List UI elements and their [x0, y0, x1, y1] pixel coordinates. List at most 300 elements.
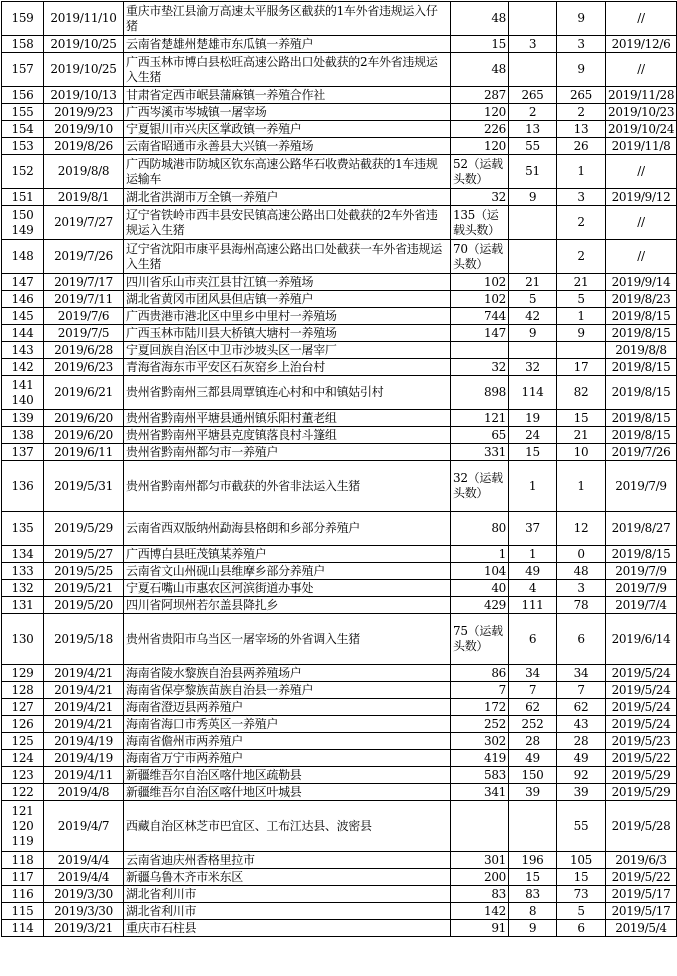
- death-count-cell: 3: [509, 36, 557, 53]
- death-count-cell: 42: [509, 308, 557, 325]
- date-cell: 2019/5/20: [44, 597, 124, 614]
- row-number-cell: 135: [2, 512, 44, 546]
- death-count-cell: 114: [509, 376, 557, 410]
- table-row: [2, 801, 677, 852]
- location-cell: 湖北省黄冈市团风县但店镇一养殖户: [124, 291, 451, 308]
- location-cell: 云南省文山州砚山县维摩乡部分养殖户: [124, 563, 451, 580]
- table-row: [2, 546, 677, 563]
- lifted-date-cell: 2019/8/8: [606, 342, 677, 359]
- culled-count-cell: 3: [557, 580, 606, 597]
- table-row: [2, 2, 677, 36]
- location-cell: 新疆维吾尔自治区喀什地区叶城县: [124, 784, 451, 801]
- row-number-cell: 155: [2, 104, 44, 121]
- culled-count-cell: 43: [557, 716, 606, 733]
- lifted-date-cell: 2019/11/8: [606, 138, 677, 155]
- lifted-date-cell: //: [606, 155, 677, 189]
- date-cell: 2019/4/11: [44, 767, 124, 784]
- date-cell: 2019/5/18: [44, 614, 124, 665]
- culled-count-cell: 49: [557, 750, 606, 767]
- culled-count-cell: 105: [557, 852, 606, 869]
- lifted-date-cell: 2019/11/28: [606, 87, 677, 104]
- row-number-cell: 143: [2, 342, 44, 359]
- table-row: [2, 325, 677, 342]
- table-row: [2, 359, 677, 376]
- culled-count-cell: 48: [557, 563, 606, 580]
- lifted-date-cell: 2019/7/9: [606, 461, 677, 512]
- row-number-cell: 146: [2, 291, 44, 308]
- lifted-date-cell: 2019/8/27: [606, 512, 677, 546]
- lifted-date-cell: 2019/7/4: [606, 597, 677, 614]
- location-cell: 贵州省黔南州都匀市截获的外省非法运入生猪: [124, 461, 451, 512]
- lifted-date-cell: 2019/5/17: [606, 886, 677, 903]
- location-cell: 辽宁省铁岭市西丰县安民镇高速公路出口处截获的2车外省违规运入生猪: [124, 206, 451, 240]
- death-count-cell: 1: [509, 461, 557, 512]
- affected-count-cell: 226: [451, 121, 509, 138]
- lifted-date-cell: 2019/8/15: [606, 359, 677, 376]
- culled-count-cell: 34: [557, 665, 606, 682]
- culled-count-cell: 1: [557, 155, 606, 189]
- death-count-cell: 6: [509, 614, 557, 665]
- culled-count-cell: 21: [557, 427, 606, 444]
- date-cell: 2019/6/20: [44, 410, 124, 427]
- culled-count-cell: 1: [557, 308, 606, 325]
- affected-count-cell: 75（运载头数）: [451, 614, 509, 665]
- affected-count-cell: 120: [451, 138, 509, 155]
- table-row: [2, 597, 677, 614]
- date-cell: 2019/4/21: [44, 682, 124, 699]
- lifted-date-cell: 2019/5/23: [606, 733, 677, 750]
- lifted-date-cell: 2019/10/24: [606, 121, 677, 138]
- date-cell: 2019/4/4: [44, 852, 124, 869]
- affected-count-cell: 80: [451, 512, 509, 546]
- row-number-cell: 158: [2, 36, 44, 53]
- location-cell: 海南省海口市秀英区一养殖户: [124, 716, 451, 733]
- date-cell: 2019/8/8: [44, 155, 124, 189]
- culled-count-cell: 1: [557, 461, 606, 512]
- table-body: [2, 2, 677, 937]
- culled-count-cell: 6: [557, 614, 606, 665]
- lifted-date-cell: //: [606, 240, 677, 274]
- lifted-date-cell: 2019/5/24: [606, 699, 677, 716]
- table-row: [2, 699, 677, 716]
- table-row: [2, 920, 677, 937]
- lifted-date-cell: 2019/8/15: [606, 325, 677, 342]
- table-row: [2, 716, 677, 733]
- culled-count-cell: 26: [557, 138, 606, 155]
- table-row: [2, 886, 677, 903]
- affected-count-cell: 135（运载头数）: [451, 206, 509, 240]
- location-cell: 四川省乐山市夹江县甘江镇一养殖场: [124, 274, 451, 291]
- death-count-cell: 51: [509, 155, 557, 189]
- row-number-cell: 157: [2, 53, 44, 87]
- table-row: [2, 155, 677, 189]
- row-number-cell: 139: [2, 410, 44, 427]
- culled-count-cell: 2: [557, 206, 606, 240]
- row-number-cell: 137: [2, 444, 44, 461]
- row-number-cell: 121 120 119: [2, 801, 44, 852]
- affected-count-cell: 102: [451, 274, 509, 291]
- location-cell: 湖北省利川市: [124, 886, 451, 903]
- death-count-cell: [509, 801, 557, 852]
- date-cell: 2019/5/25: [44, 563, 124, 580]
- location-cell: 海南省陵水黎族自治县两养殖场户: [124, 665, 451, 682]
- location-cell: 广西玉林市博白县松旺高速公路出口处截获的2车外省违规运入生猪: [124, 53, 451, 87]
- affected-count-cell: 83: [451, 886, 509, 903]
- lifted-date-cell: 2019/9/12: [606, 189, 677, 206]
- row-number-cell: 151: [2, 189, 44, 206]
- table-row: [2, 36, 677, 53]
- table-row: [2, 274, 677, 291]
- death-count-cell: 7: [509, 682, 557, 699]
- table-row: [2, 512, 677, 546]
- culled-count-cell: 3: [557, 189, 606, 206]
- date-cell: 2019/3/30: [44, 886, 124, 903]
- location-cell: 海南省澄迈县两养殖户: [124, 699, 451, 716]
- table-row: [2, 767, 677, 784]
- death-count-cell: 111: [509, 597, 557, 614]
- culled-count-cell: 73: [557, 886, 606, 903]
- row-number-cell: 131: [2, 597, 44, 614]
- lifted-date-cell: 2019/7/26: [606, 444, 677, 461]
- culled-count-cell: 9: [557, 53, 606, 87]
- row-number-cell: 154: [2, 121, 44, 138]
- culled-count-cell: 6: [557, 920, 606, 937]
- culled-count-cell: 28: [557, 733, 606, 750]
- date-cell: 2019/4/19: [44, 750, 124, 767]
- affected-count-cell: 86: [451, 665, 509, 682]
- location-cell: 四川省阿坝州若尔盖县降扎乡: [124, 597, 451, 614]
- culled-count-cell: 2: [557, 104, 606, 121]
- affected-count-cell: 32（运载头数）: [451, 461, 509, 512]
- row-number-cell: 148: [2, 240, 44, 274]
- row-number-cell: 122: [2, 784, 44, 801]
- location-cell: 云南省西双版纳州勐海县格朗和乡部分养殖户: [124, 512, 451, 546]
- table-row: [2, 903, 677, 920]
- row-number-cell: 125: [2, 733, 44, 750]
- location-cell: 重庆市垫江县渝万高速太平服务区截获的1车外省违规运入仔猪: [124, 2, 451, 36]
- culled-count-cell: 17: [557, 359, 606, 376]
- location-cell: 宁夏银川市兴庆区掌政镇一养殖户: [124, 121, 451, 138]
- death-count-cell: 9: [509, 189, 557, 206]
- table-row: [2, 189, 677, 206]
- culled-count-cell: 2: [557, 240, 606, 274]
- table-row: [2, 342, 677, 359]
- table-row: [2, 563, 677, 580]
- affected-count-cell: 65: [451, 427, 509, 444]
- death-count-cell: [509, 240, 557, 274]
- date-cell: 2019/10/13: [44, 87, 124, 104]
- affected-count-cell: [451, 342, 509, 359]
- location-cell: 重庆市石柱县: [124, 920, 451, 937]
- row-number-cell: 153: [2, 138, 44, 155]
- death-count-cell: 37: [509, 512, 557, 546]
- location-cell: 广西博白县旺茂镇某养殖户: [124, 546, 451, 563]
- affected-count-cell: 583: [451, 767, 509, 784]
- affected-count-cell: 147: [451, 325, 509, 342]
- death-count-cell: 32: [509, 359, 557, 376]
- table-row: [2, 580, 677, 597]
- affected-count-cell: 287: [451, 87, 509, 104]
- lifted-date-cell: 2019/5/22: [606, 869, 677, 886]
- location-cell: 新疆维吾尔自治区喀什地区疏勒县: [124, 767, 451, 784]
- culled-count-cell: 55: [557, 801, 606, 852]
- date-cell: 2019/9/23: [44, 104, 124, 121]
- date-cell: 2019/3/30: [44, 903, 124, 920]
- row-number-cell: 138: [2, 427, 44, 444]
- affected-count-cell: 252: [451, 716, 509, 733]
- date-cell: 2019/7/5: [44, 325, 124, 342]
- date-cell: 2019/5/29: [44, 512, 124, 546]
- row-number-cell: 117: [2, 869, 44, 886]
- date-cell: 2019/7/6: [44, 308, 124, 325]
- date-cell: 2019/4/4: [44, 869, 124, 886]
- table-row: [2, 376, 677, 410]
- row-number-cell: 128: [2, 682, 44, 699]
- culled-count-cell: 265: [557, 87, 606, 104]
- affected-count-cell: 15: [451, 36, 509, 53]
- row-number-cell: 147: [2, 274, 44, 291]
- culled-count-cell: 5: [557, 903, 606, 920]
- row-number-cell: 159: [2, 2, 44, 36]
- death-count-cell: [509, 342, 557, 359]
- affected-count-cell: 898: [451, 376, 509, 410]
- date-cell: 2019/5/27: [44, 546, 124, 563]
- lifted-date-cell: 2019/7/9: [606, 580, 677, 597]
- table-row: [2, 427, 677, 444]
- date-cell: 2019/4/7: [44, 801, 124, 852]
- row-number-cell: 150 149: [2, 206, 44, 240]
- death-count-cell: 49: [509, 563, 557, 580]
- lifted-date-cell: 2019/5/24: [606, 665, 677, 682]
- affected-count-cell: 341: [451, 784, 509, 801]
- location-cell: 新疆乌鲁木齐市米东区: [124, 869, 451, 886]
- lifted-date-cell: 2019/5/22: [606, 750, 677, 767]
- table-row: [2, 665, 677, 682]
- location-cell: 西藏自治区林芝市巴宜区、工布江达县、波密县: [124, 801, 451, 852]
- lifted-date-cell: 2019/8/23: [606, 291, 677, 308]
- location-cell: 贵州省贵阳市乌当区一屠宰场的外省调入生猪: [124, 614, 451, 665]
- row-number-cell: 127: [2, 699, 44, 716]
- culled-count-cell: 62: [557, 699, 606, 716]
- row-number-cell: 145: [2, 308, 44, 325]
- date-cell: 2019/4/21: [44, 699, 124, 716]
- location-cell: 宁夏石嘴山市惠农区河滨街道办事处: [124, 580, 451, 597]
- culled-count-cell: 10: [557, 444, 606, 461]
- culled-count-cell: [557, 342, 606, 359]
- row-number-cell: 132: [2, 580, 44, 597]
- row-number-cell: 129: [2, 665, 44, 682]
- affected-count-cell: [451, 801, 509, 852]
- row-number-cell: 134: [2, 546, 44, 563]
- table-row: [2, 87, 677, 104]
- culled-count-cell: 7: [557, 682, 606, 699]
- table-row: [2, 308, 677, 325]
- culled-count-cell: 0: [557, 546, 606, 563]
- table-row: [2, 614, 677, 665]
- row-number-cell: 114: [2, 920, 44, 937]
- death-count-cell: [509, 53, 557, 87]
- date-cell: 2019/6/11: [44, 444, 124, 461]
- affected-count-cell: 331: [451, 444, 509, 461]
- affected-count-cell: 744: [451, 308, 509, 325]
- culled-count-cell: 9: [557, 2, 606, 36]
- date-cell: 2019/4/21: [44, 665, 124, 682]
- location-cell: 云南省迪庆州香格里拉市: [124, 852, 451, 869]
- location-cell: 海南省儋州市两养殖户: [124, 733, 451, 750]
- death-count-cell: 19: [509, 410, 557, 427]
- date-cell: 2019/6/21: [44, 376, 124, 410]
- death-count-cell: 15: [509, 444, 557, 461]
- lifted-date-cell: 2019/5/24: [606, 682, 677, 699]
- death-count-cell: 15: [509, 869, 557, 886]
- table-row: [2, 461, 677, 512]
- culled-count-cell: 15: [557, 410, 606, 427]
- table-row: [2, 682, 677, 699]
- lifted-date-cell: 2019/5/4: [606, 920, 677, 937]
- row-number-cell: 124: [2, 750, 44, 767]
- date-cell: 2019/7/11: [44, 291, 124, 308]
- date-cell: 2019/6/23: [44, 359, 124, 376]
- location-cell: 贵州省黔南州平塘县克度镇落良村斗篷组: [124, 427, 451, 444]
- lifted-date-cell: //: [606, 2, 677, 36]
- affected-count-cell: 91: [451, 920, 509, 937]
- row-number-cell: 130: [2, 614, 44, 665]
- culled-count-cell: 15: [557, 869, 606, 886]
- table-row: [2, 240, 677, 274]
- row-number-cell: 118: [2, 852, 44, 869]
- location-cell: 青海省海东市平安区石灰窑乡上治台村: [124, 359, 451, 376]
- location-cell: 海南省保亭黎族苗族自治县一养殖户: [124, 682, 451, 699]
- death-count-cell: 24: [509, 427, 557, 444]
- row-number-cell: 156: [2, 87, 44, 104]
- death-count-cell: 265: [509, 87, 557, 104]
- affected-count-cell: 32: [451, 189, 509, 206]
- row-number-cell: 133: [2, 563, 44, 580]
- date-cell: 2019/7/26: [44, 240, 124, 274]
- location-cell: 云南省楚雄州楚雄市东瓜镇一养殖户: [124, 36, 451, 53]
- death-count-cell: 1: [509, 546, 557, 563]
- date-cell: 2019/5/31: [44, 461, 124, 512]
- lifted-date-cell: 2019/8/15: [606, 546, 677, 563]
- culled-count-cell: 39: [557, 784, 606, 801]
- table-row: [2, 53, 677, 87]
- lifted-date-cell: 2019/8/15: [606, 376, 677, 410]
- affected-count-cell: 48: [451, 53, 509, 87]
- date-cell: 2019/11/10: [44, 2, 124, 36]
- affected-count-cell: 1: [451, 546, 509, 563]
- table-row: [2, 852, 677, 869]
- date-cell: 2019/4/21: [44, 716, 124, 733]
- table-row: [2, 750, 677, 767]
- table-row: [2, 121, 677, 138]
- date-cell: 2019/9/10: [44, 121, 124, 138]
- death-count-cell: 83: [509, 886, 557, 903]
- table-row: [2, 444, 677, 461]
- location-cell: 湖北省洪湖市万全镇一养殖户: [124, 189, 451, 206]
- affected-count-cell: 142: [451, 903, 509, 920]
- table-row: [2, 410, 677, 427]
- row-number-cell: 152: [2, 155, 44, 189]
- affected-count-cell: 121: [451, 410, 509, 427]
- death-count-cell: 13: [509, 121, 557, 138]
- location-cell: 甘肃省定西市岷县蒲麻镇一养殖合作社: [124, 87, 451, 104]
- location-cell: 广西玉林市陆川县大桥镇大塘村一养殖场: [124, 325, 451, 342]
- death-count-cell: 252: [509, 716, 557, 733]
- affected-count-cell: 32: [451, 359, 509, 376]
- date-cell: 2019/10/25: [44, 36, 124, 53]
- affected-count-cell: 301: [451, 852, 509, 869]
- lifted-date-cell: 2019/5/29: [606, 767, 677, 784]
- lifted-date-cell: 2019/5/17: [606, 903, 677, 920]
- date-cell: 2019/6/28: [44, 342, 124, 359]
- row-number-cell: 141 140: [2, 376, 44, 410]
- date-cell: 2019/5/21: [44, 580, 124, 597]
- lifted-date-cell: 2019/6/3: [606, 852, 677, 869]
- affected-count-cell: 7: [451, 682, 509, 699]
- lifted-date-cell: //: [606, 206, 677, 240]
- date-cell: 2019/7/27: [44, 206, 124, 240]
- lifted-date-cell: 2019/8/15: [606, 410, 677, 427]
- date-cell: 2019/6/20: [44, 427, 124, 444]
- row-number-cell: 142: [2, 359, 44, 376]
- table-row: [2, 784, 677, 801]
- date-cell: 2019/8/1: [44, 189, 124, 206]
- row-number-cell: 123: [2, 767, 44, 784]
- row-number-cell: 136: [2, 461, 44, 512]
- culled-count-cell: 12: [557, 512, 606, 546]
- culled-count-cell: 92: [557, 767, 606, 784]
- location-cell: 海南省万宁市两养殖户: [124, 750, 451, 767]
- culled-count-cell: 9: [557, 325, 606, 342]
- table-row: [2, 104, 677, 121]
- table-row: [2, 869, 677, 886]
- death-count-cell: 150: [509, 767, 557, 784]
- location-cell: 宁夏回族自治区中卫市沙坡头区一屠宰厂: [124, 342, 451, 359]
- affected-count-cell: 52（运载头数）: [451, 155, 509, 189]
- location-cell: 贵州省黔南州都匀市一养殖户: [124, 444, 451, 461]
- location-cell: 贵州省黔南州平塘县通州镇乐阳村董老组: [124, 410, 451, 427]
- lifted-date-cell: //: [606, 53, 677, 87]
- date-cell: 2019/8/26: [44, 138, 124, 155]
- lifted-date-cell: 2019/7/9: [606, 563, 677, 580]
- death-count-cell: 5: [509, 291, 557, 308]
- date-cell: 2019/4/8: [44, 784, 124, 801]
- death-count-cell: 21: [509, 274, 557, 291]
- death-count-cell: 196: [509, 852, 557, 869]
- table-row: [2, 733, 677, 750]
- lifted-date-cell: 2019/8/15: [606, 427, 677, 444]
- location-cell: 广西贵港市港北区中里乡中里村一养殖场: [124, 308, 451, 325]
- date-cell: 2019/7/17: [44, 274, 124, 291]
- affected-count-cell: 40: [451, 580, 509, 597]
- date-cell: 2019/4/19: [44, 733, 124, 750]
- culled-count-cell: 5: [557, 291, 606, 308]
- death-count-cell: 34: [509, 665, 557, 682]
- death-count-cell: 2: [509, 104, 557, 121]
- row-number-cell: 144: [2, 325, 44, 342]
- date-cell: 2019/10/25: [44, 53, 124, 87]
- affected-count-cell: 120: [451, 104, 509, 121]
- death-count-cell: 62: [509, 699, 557, 716]
- affected-count-cell: 102: [451, 291, 509, 308]
- culled-count-cell: 13: [557, 121, 606, 138]
- death-count-cell: [509, 2, 557, 36]
- location-cell: 广西岑溪市岑城镇一屠宰场: [124, 104, 451, 121]
- culled-count-cell: 21: [557, 274, 606, 291]
- row-number-cell: 116: [2, 886, 44, 903]
- affected-count-cell: 70（运载头数）: [451, 240, 509, 274]
- death-count-cell: 49: [509, 750, 557, 767]
